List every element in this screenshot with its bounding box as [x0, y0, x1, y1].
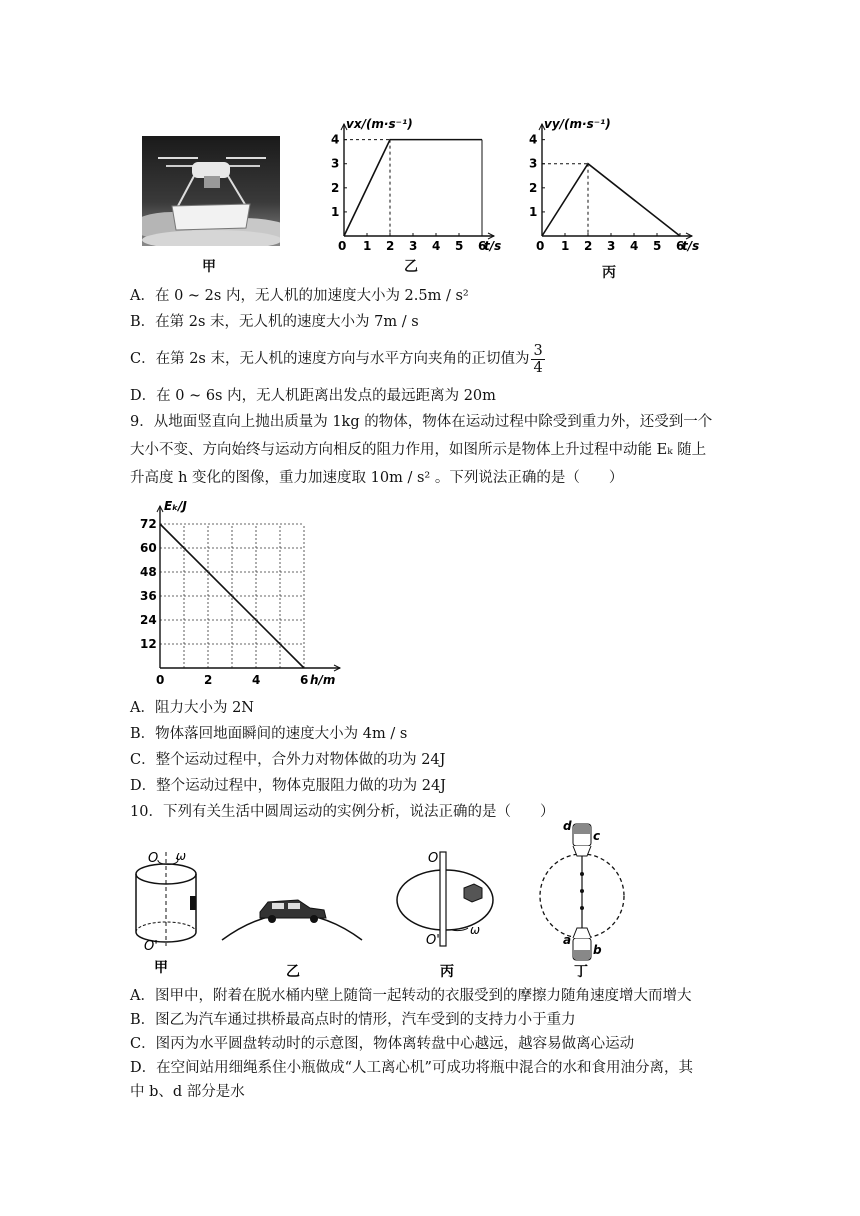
- turntable-axis-o-prime-label: O': [426, 933, 440, 948]
- series-line: [542, 164, 680, 236]
- fraction-denominator: 4: [533, 359, 543, 376]
- q10-option-c: C．图丙为水平圆盘转动时的示意图，物体离转盘中心越远，越容易做离心运动: [130, 1036, 635, 1052]
- q9-stem-line3: 升高度 h 变化的图像，重力加速度取 10m / s² 。下列说法正确的是（ ）: [130, 470, 624, 486]
- x-tick-label: 0: [156, 673, 165, 687]
- fig-jia-label: 甲: [154, 960, 168, 976]
- axis-o-label: O: [148, 851, 159, 866]
- y-tick-label: 4: [529, 132, 538, 147]
- fig-yi-caption: 乙: [404, 259, 418, 275]
- y-tick-label: 2: [529, 180, 538, 195]
- q8-option-c-text: C．在第 2s 末，无人机的速度方向与水平方向夹角的正切值为: [130, 351, 530, 367]
- drone-photo-image: [142, 136, 280, 246]
- q9-option-a: A．阻力大小为 2N: [130, 700, 254, 716]
- x-tick-label: 5: [455, 239, 464, 253]
- q10-stem: 10．下列有关生活中圆周运动的实例分析，说法正确的是（ ）: [130, 804, 555, 820]
- x-tick-label: 2: [584, 239, 593, 253]
- label-a: a: [563, 933, 572, 947]
- y-axis-label: Eₖ/J: [164, 499, 187, 513]
- axis-o-prime-label: O': [144, 939, 158, 954]
- spin-dryer-drum-figure: [136, 849, 196, 976]
- label-b: b: [593, 943, 602, 957]
- q8-option-a: A．在 0 ~ 2s 内，无人机的加速度大小为 2.5m / s²: [130, 288, 469, 304]
- q9-option-c: C．整个运动过程中，合外力对物体做的功为 24J: [130, 752, 446, 768]
- x-tick-label: 1: [561, 239, 570, 253]
- q10-option-d-line1: D．在空间站用细绳系住小瓶做成“人工离心机”可成功将瓶中混合的水和食用油分离，其: [130, 1060, 693, 1076]
- y-tick-label: 24: [140, 613, 157, 627]
- q10-option-a: A．图甲中，附着在脱水桶内壁上随筒一起转动的衣服受到的摩擦力随角速度增大而增大: [130, 988, 692, 1004]
- y-tick-label: 72: [140, 517, 157, 531]
- x-tick-label: 0: [536, 239, 545, 253]
- q9-stem-line2: 大小不变、方向始终与运动方向相反的阻力作用，如图所示是物体上升过程中动能 Eₖ 随上: [130, 442, 707, 458]
- x-tick-label: 3: [607, 239, 616, 253]
- x-tick-label: 4: [630, 239, 639, 253]
- x-tick-label: 6: [300, 673, 309, 687]
- y-tick-label: 2: [331, 180, 340, 195]
- turntable-figure: [397, 851, 493, 980]
- vx-time-chart: [326, 112, 506, 264]
- y-tick-label: 60: [140, 541, 157, 555]
- kinetic-energy-height-chart: [130, 496, 344, 692]
- x-tick-label: 3: [409, 239, 418, 253]
- q9-option-d: D．整个运动过程中，物体克服阻力做的功为 24J: [130, 778, 446, 794]
- x-tick-label: 6: [676, 239, 685, 253]
- y-tick-label: 4: [331, 132, 340, 147]
- y-axis-label: vy/(m·s⁻¹): [544, 117, 611, 131]
- artificial-centrifuge-figure: [540, 819, 624, 980]
- label-d: d: [563, 819, 572, 833]
- drone-photo: [142, 136, 280, 246]
- fig-jia-caption: 甲: [202, 259, 216, 275]
- x-axis-label: t/s: [682, 239, 700, 253]
- x-tick-label: 0: [338, 239, 347, 253]
- q8-option-d: D．在 0 ~ 6s 内，无人机距离出发点的最远距离为 20m: [130, 388, 496, 404]
- x-tick-label: 2: [386, 239, 395, 253]
- y-tick-label: 1: [331, 204, 340, 219]
- fig-ding-label: 丁: [574, 964, 588, 980]
- q9-stem-line1: 9．从地面竖直向上抛出质量为 1kg 的物体，物体在运动过程中除受到重力外，还受到一个: [130, 414, 713, 430]
- q9-option-b: B．物体落回地面瞬间的速度大小为 4m / s: [130, 726, 408, 742]
- turntable-omega-label: ω: [470, 923, 481, 937]
- q10-option-b: B．图乙为汽车通过拱桥最高点时的情形，汽车受到的支持力小于重力: [130, 1012, 576, 1028]
- fig-bing-caption: 丙: [602, 265, 616, 281]
- fraction-numerator: 3: [533, 342, 543, 359]
- x-tick-label: 4: [432, 239, 441, 253]
- series-line: [344, 140, 482, 236]
- label-c: c: [593, 829, 601, 843]
- vy-time-chart: [524, 112, 704, 264]
- omega-label: ω: [176, 849, 187, 863]
- y-axis-label: vx/(m·s⁻¹): [346, 117, 413, 131]
- y-tick-label: 3: [529, 156, 538, 171]
- turntable-axis-o-label: O: [428, 851, 439, 866]
- x-axis-label: h/m: [310, 673, 336, 687]
- x-axis-label: t/s: [484, 239, 502, 253]
- y-tick-label: 1: [529, 204, 538, 219]
- y-tick-label: 3: [331, 156, 340, 171]
- x-tick-label: 6: [478, 239, 487, 253]
- x-tick-label: 4: [252, 673, 261, 687]
- y-tick-label: 12: [140, 637, 157, 651]
- car-on-arch-bridge-figure: [222, 900, 362, 980]
- fig-bing-label: 丙: [440, 964, 454, 980]
- q8-option-b: B．在第 2s 末，无人机的速度大小为 7m / s: [130, 314, 419, 330]
- x-tick-label: 5: [653, 239, 662, 253]
- y-tick-label: 48: [140, 565, 157, 579]
- fig-yi-label: 乙: [286, 964, 300, 980]
- y-tick-label: 36: [140, 589, 157, 603]
- q8-option-c: [130, 338, 545, 380]
- q10-figures: [120, 816, 640, 982]
- x-tick-label: 1: [363, 239, 372, 253]
- x-tick-label: 2: [204, 673, 213, 687]
- fraction: [531, 343, 544, 376]
- q10-option-d-line2: 中 b、d 部分是水: [130, 1084, 245, 1100]
